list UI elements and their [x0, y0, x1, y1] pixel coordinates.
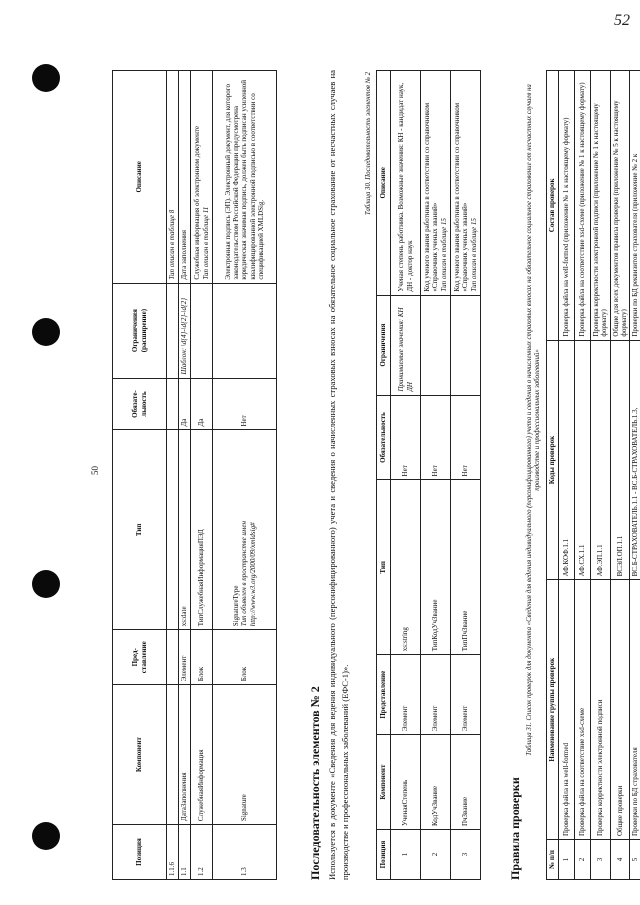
binder-hole-middle-upper	[32, 318, 60, 346]
col-header: Описание	[113, 71, 167, 284]
cell-number: 4	[610, 840, 630, 880]
cell-description: Служебная информация об электронном документе Тип описан в таблице 11	[191, 71, 213, 284]
cell-type: ТипКодУчЗвание	[421, 480, 451, 655]
col-header: Обязательность	[377, 395, 391, 480]
cell-description: Дата заполнения	[179, 71, 191, 284]
col-header: Ограничения (расширение)	[113, 283, 167, 378]
table-row	[421, 71, 451, 880]
table-row	[591, 71, 611, 880]
col-header: Пред-ставление	[113, 630, 167, 685]
cell-position: 1.3	[213, 825, 277, 880]
col-header: Наименование группы проверок	[547, 580, 559, 840]
cell-limit: Принимаемые значения: КН ДН	[391, 295, 421, 395]
cell-codes: АФ.КОФ.1.1	[559, 340, 575, 580]
cell-group-name: Проверки по БД страхователя	[630, 580, 640, 840]
handwritten-page-number: 52	[614, 12, 630, 29]
table-elements-continuation	[112, 70, 277, 880]
cell-number: 3	[591, 840, 611, 880]
cell-type: ТипПчЗвание	[451, 480, 481, 655]
table-row	[575, 71, 591, 880]
binder-hole-top	[32, 64, 60, 92]
cell-obligation: Нет	[391, 395, 421, 480]
cell-obligation: Нет	[213, 378, 277, 430]
section-heading-validation-rules: Правила проверки	[508, 777, 522, 880]
table-row	[610, 71, 630, 880]
col-header: № п/п	[547, 840, 559, 880]
cell-group-name: Проверка файла на well-formed	[559, 580, 575, 840]
cell-description: Код ученого звания работника в соответствии со справочником «Справочник ученых званий» Тип описан в таблице 15	[451, 71, 481, 296]
cell-representation: Блок	[191, 630, 213, 685]
table-header-row	[113, 71, 167, 880]
cell-description: Проверки по БД реквизитов страхователя (приложение № 2 к	[630, 71, 640, 341]
cell-position: 1.1	[179, 825, 191, 880]
page-number: 50	[90, 466, 100, 475]
cell-group-name: Проверка корректности электронной подписи	[591, 580, 611, 840]
table-sequence-2	[376, 70, 481, 880]
table-row	[391, 71, 421, 880]
col-header: Позиция	[113, 825, 167, 880]
col-header: Представление	[377, 655, 391, 735]
cell-description: Общие для всех документов правила проверки (приложение № 5 к настоящему формату)	[610, 71, 630, 341]
cell-representation: Элемент	[451, 655, 481, 735]
table-header-row	[547, 71, 559, 880]
col-header: Тип	[113, 430, 167, 630]
cell-component: ПчЗвание	[451, 735, 481, 830]
cell-position: 1.2	[191, 825, 213, 880]
table-caption-30: Таблица 30. Последовательность элементов № 2	[365, 72, 372, 216]
cell-description: Проверка файла на well-formed (приложение № 1 к настоящему формату)	[559, 71, 575, 341]
binder-hole-bottom	[32, 822, 60, 850]
table-row	[451, 71, 481, 880]
cell-number: 2	[575, 840, 591, 880]
cell-codes: АФ.СХ.1.1	[575, 340, 591, 580]
cell-number: 5	[630, 840, 640, 880]
cell-obligation: Нет	[421, 395, 451, 480]
cell-description: Проверка корректности электронной подписи (приложение № 1 к настоящему формату)	[591, 71, 611, 341]
cell-number: 1	[559, 840, 575, 880]
cell-representation: Элемент	[391, 655, 421, 735]
cell-component: КодУчЗвание	[421, 735, 451, 830]
cell-type: SignatureType Тип объявлен в пространстве имен http://www.w3.org/2000/09/xmldsig#	[213, 430, 277, 630]
cell-component: ДатаЗаполнения	[179, 685, 191, 825]
cell-type: xs:string	[391, 480, 421, 655]
table-row	[213, 71, 277, 880]
col-header: Компонент	[113, 685, 167, 825]
cell-position: 2	[421, 830, 451, 880]
binder-hole-middle-lower	[32, 570, 60, 598]
cell-component: Signature	[213, 685, 277, 825]
cell-description: Электронная подпись (ЭП). Электронный документ, для которого законодательством Российской Федерации предусмотрена юридическая значимая подпись, должен быть подписан усиленной квалифицированной электронной подписью в соответствии со спецификацией XMLDSig.	[213, 71, 277, 284]
cell-description: Код ученого звания работника в соответствии со справочником «Справочник ученых званий» Тип описан в таблице 15	[421, 71, 451, 296]
col-header: Позиция	[377, 830, 391, 880]
cell-obligation: Нет	[451, 395, 481, 480]
section-heading-sequence-2: Последовательность элементов № 2	[308, 686, 322, 880]
cell-component: УченаяСтепень	[391, 735, 421, 830]
table-header-row	[377, 71, 391, 880]
cell-description: Проверка файла на соответствие xsd-схеме (приложение № 1 к настоящему формату)	[575, 71, 591, 341]
col-header: Состав проверок	[547, 71, 559, 341]
cell-group-name: Проверка файла на соответствие xsd-схеме	[575, 580, 591, 840]
cell-representation: Элемент	[421, 655, 451, 735]
table-validation-checks	[546, 70, 640, 880]
table-row	[630, 71, 640, 880]
cell-obligation: Да	[191, 378, 213, 430]
cell-type: xs:date	[179, 430, 191, 630]
rotated-page-content	[90, 60, 640, 890]
col-header: Коды проверок	[547, 340, 559, 580]
cell-type: ТипСлужебнаяИнформацияПЭД	[191, 430, 213, 630]
cell-representation: Элемент	[179, 630, 191, 685]
col-header: Компонент	[377, 735, 391, 830]
cell-description: Тип описан в таблице 8	[167, 71, 179, 284]
cell-obligation: Да	[179, 378, 191, 430]
table-row	[167, 71, 179, 880]
cell-representation: Блок	[213, 630, 277, 685]
table-row	[559, 71, 575, 880]
cell-component: СлужебнаяИнформация	[191, 685, 213, 825]
cell-codes: ВС.Б-СТРАХОВАТЕЛЬ.1.1 - ВС.Б-СТРАХОВАТЕЛЬ.1.3,	[630, 340, 640, 580]
section-paragraph: Используется в документе «Сведения для ведения индивидуального (персонифицированного) учета и сведения о начисленных страховых взносах на обязательное социальное страхование от несчастных случаев на производстве и профессиональных заболеваний (ЕФС-1)».	[327, 70, 351, 880]
col-header: Описание	[377, 71, 391, 296]
table-row	[179, 71, 191, 880]
cell-codes: АФ.ЭП.1.1	[591, 340, 611, 580]
cell-position: 1.1.6	[167, 825, 179, 880]
cell-limit: Шаблон: \d{4}-\d{2}-\d{2}	[179, 283, 191, 378]
table-row	[191, 71, 213, 880]
col-header: Обязате-льность	[113, 378, 167, 430]
col-header: Тип	[377, 480, 391, 655]
cell-group-name: Общие проверки	[610, 580, 630, 840]
cell-position: 3	[451, 830, 481, 880]
cell-description: Ученая степень работника. Возможные значения: КН - кандидат наук, ДН - доктор наук	[391, 71, 421, 296]
col-header: Ограничения	[377, 295, 391, 395]
cell-codes: ВСЭЛ.ОП.1.1	[610, 340, 630, 580]
table-caption-31: Таблица 31. Список проверок для документа «Сведения для ведения индивидуального (персонифицированного) учета и сведения о начисленных страховых взносах на обязательное социальное страхование от несчастных случаев на производстве и профессиональных заболеваний»	[526, 84, 542, 756]
cell-position: 1	[391, 830, 421, 880]
